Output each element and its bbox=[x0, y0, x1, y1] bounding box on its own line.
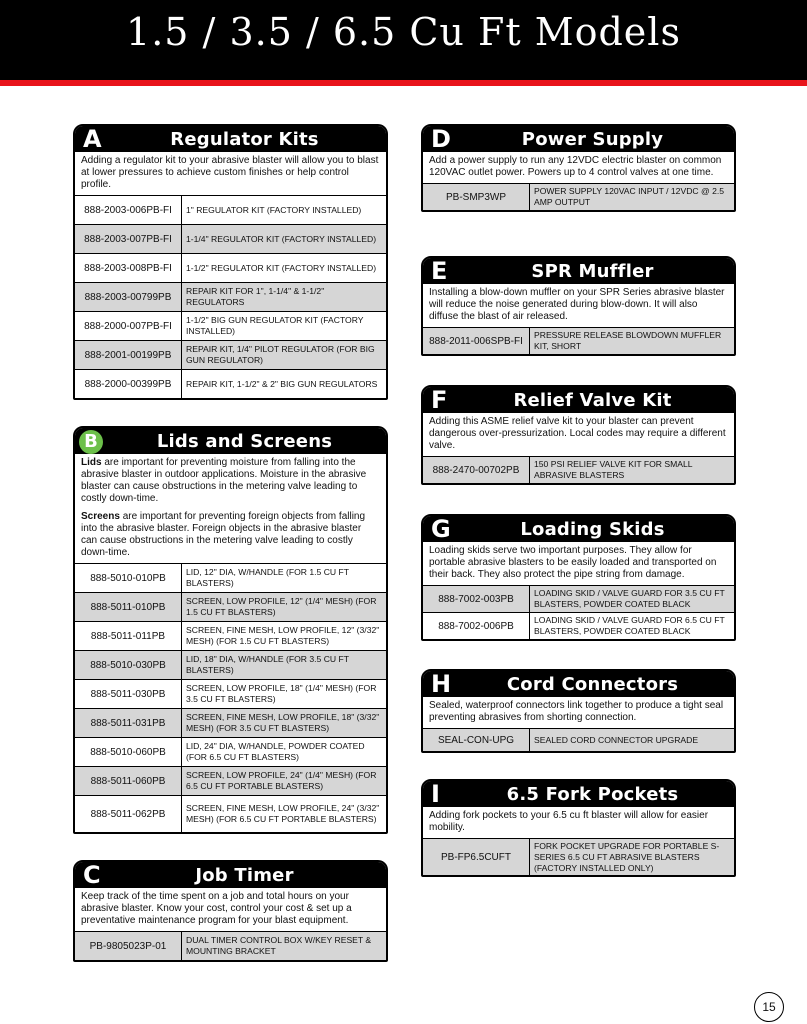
parts-table bbox=[423, 457, 734, 483]
parts-table bbox=[75, 932, 386, 960]
part-number: 888-5011-011PB bbox=[75, 622, 182, 650]
part-number: 888-2003-007PB-FI bbox=[75, 225, 182, 253]
section-header bbox=[75, 428, 386, 454]
table-row bbox=[75, 196, 386, 225]
part-description: PRESSURE RELEASE BLOWDOWN MUFFLER KIT, SHORT bbox=[534, 330, 722, 351]
table-row bbox=[75, 651, 386, 680]
part-description: SCREEN, FINE MESH, LOW PROFILE, 12" (3/32" MESH) (FOR 1.5 CU FT BLASTERS) bbox=[186, 625, 380, 646]
section-title: 6.5 Fork Pockets bbox=[506, 784, 679, 805]
table-row bbox=[423, 613, 734, 639]
section-header bbox=[423, 387, 734, 413]
part-number: 888-7002-006PB bbox=[423, 613, 530, 639]
table-row bbox=[75, 225, 386, 254]
section-regulator-kits bbox=[73, 124, 388, 400]
section-job-timer bbox=[73, 860, 388, 962]
table-row bbox=[75, 709, 386, 738]
part-description: 1-1/2" BIG GUN REGULATOR KIT (FACTORY INSTALLED) bbox=[186, 315, 364, 336]
part-description: REPAIR KIT, 1-1/2" & 2" BIG GUN REGULATORS bbox=[186, 378, 378, 389]
section-title: Regulator Kits bbox=[170, 129, 319, 150]
part-number: SEAL-CON-UPG bbox=[423, 729, 530, 751]
section-description: Keep track of the time spent on a job and total hours on your abrasive blaster. Know your cost, control your cost & set up a preventative maintenance program for your blast equipment. bbox=[75, 888, 386, 932]
part-description: LOADING SKID / VALVE GUARD FOR 3.5 CU FT BLASTERS, POWDER COATED BLACK bbox=[534, 588, 725, 609]
section-title: SPR Muffler bbox=[531, 261, 654, 282]
table-row bbox=[423, 328, 734, 354]
section-header bbox=[423, 516, 734, 542]
part-number: 888-5010-010PB bbox=[75, 564, 182, 592]
parts-table bbox=[75, 564, 386, 832]
part-description: LID, 24" DIA, W/HANDLE, POWDER COATED (FOR 6.5 CU FT BLASTERS) bbox=[186, 741, 365, 762]
parts-table bbox=[423, 328, 734, 354]
part-description: 1-1/2" REGULATOR KIT (FACTORY INSTALLED) bbox=[186, 262, 377, 273]
part-number: PB-9805023P-01 bbox=[75, 932, 182, 960]
part-number: 888-5011-031PB bbox=[75, 709, 182, 737]
parts-table bbox=[75, 196, 386, 398]
table-row bbox=[423, 729, 734, 751]
part-number: PB-SMP3WP bbox=[423, 184, 530, 210]
part-number: 888-2470-00702PB bbox=[423, 457, 530, 483]
part-description: REPAIR KIT, 1/4" PILOT REGULATOR (FOR BIG GUN REGULATOR) bbox=[186, 344, 375, 365]
lids-text: are important for preventing moisture from falling into the abrasive blaster in outdoor applications. Moisture in the abrasive blaster can cause obstructions in the metering valve leading to costly down-time. bbox=[81, 457, 367, 504]
parts-table bbox=[423, 729, 734, 751]
header-banner bbox=[0, 0, 807, 80]
section-description: Sealed, waterproof connectors link together to produce a tight seal preventing abrasives from shorting connection. bbox=[423, 697, 734, 729]
table-row bbox=[423, 184, 734, 210]
section-header bbox=[423, 258, 734, 284]
part-number: 888-5011-060PB bbox=[75, 767, 182, 795]
parts-table bbox=[423, 184, 734, 210]
table-row bbox=[75, 564, 386, 593]
part-description: 1-1/4" REGULATOR KIT (FACTORY INSTALLED) bbox=[186, 233, 377, 244]
part-number: 888-2001-00199PB bbox=[75, 341, 182, 369]
section-cord-connectors bbox=[421, 669, 736, 753]
part-description: 150 PSI RELIEF VALVE KIT FOR SMALL ABRASIVE BLASTERS bbox=[534, 459, 693, 480]
table-row bbox=[75, 738, 386, 767]
section-description: Add a power supply to run any 12VDC electric blaster on common 120VAC outlet power. Powers up to 4 control valves at one time. bbox=[423, 152, 734, 184]
section-header bbox=[75, 862, 386, 888]
part-number: 888-2000-007PB-FI bbox=[75, 312, 182, 340]
part-number: 888-5010-060PB bbox=[75, 738, 182, 766]
section-fork-pockets bbox=[421, 779, 736, 877]
table-row bbox=[423, 839, 734, 875]
section-title: Power Supply bbox=[521, 129, 664, 150]
section-letter: F bbox=[431, 386, 448, 414]
part-number: 888-5011-010PB bbox=[75, 593, 182, 621]
part-description: SCREEN, FINE MESH, LOW PROFILE, 24" (3/32" MESH) (FOR 6.5 CU FT PORTABLE BLASTERS) bbox=[186, 803, 380, 824]
part-description: POWER SUPPLY 120VAC INPUT / 12VDC @ 2.5 AMP OUTPUT bbox=[534, 186, 725, 207]
part-description: LID, 18" DIA, W/HANDLE (FOR 3.5 CU FT BLASTERS) bbox=[186, 654, 349, 675]
section-header bbox=[75, 126, 386, 152]
part-number: PB-FP6.5CUFT bbox=[423, 839, 530, 875]
section-title: Loading Skids bbox=[520, 519, 665, 540]
section-letter: A bbox=[83, 125, 102, 153]
part-description: LOADING SKID / VALVE GUARD FOR 6.5 CU FT BLASTERS, POWDER COATED BLACK bbox=[534, 615, 725, 636]
table-row bbox=[75, 254, 386, 283]
part-number: 888-2003-00799PB bbox=[75, 283, 182, 311]
section-description: Adding fork pockets to your 6.5 cu ft blaster will allow for easier mobility. bbox=[423, 807, 734, 839]
table-row bbox=[75, 312, 386, 341]
part-number: 888-5011-062PB bbox=[75, 796, 182, 832]
part-number: 888-5010-030PB bbox=[75, 651, 182, 679]
section-spr-muffler bbox=[421, 256, 736, 356]
part-description: FORK POCKET UPGRADE FOR PORTABLE S-SERIES 6.5 CU FT ABRASIVE BLASTERS (FACTORY INSTALLED ONLY) bbox=[534, 840, 720, 873]
section-letter: G bbox=[431, 515, 451, 543]
page-title: 1.5 / 3.5 / 6.5 Cu Ft Models bbox=[126, 10, 681, 54]
screens-term: Screens bbox=[81, 511, 120, 522]
section-title: Job Timer bbox=[195, 865, 294, 886]
section-title: Lids and Screens bbox=[156, 431, 333, 452]
part-description: REPAIR KIT FOR 1", 1-1/4" & 1-1/2" REGULATORS bbox=[186, 286, 325, 307]
part-number: 888-2000-00399PB bbox=[75, 370, 182, 398]
section-loading-skids bbox=[421, 514, 736, 641]
table-row bbox=[75, 622, 386, 651]
part-number: 888-2003-006PB-FI bbox=[75, 196, 182, 224]
part-number: 888-5011-030PB bbox=[75, 680, 182, 708]
part-description: 1" REGULATOR KIT (FACTORY INSTALLED) bbox=[186, 204, 362, 215]
table-row bbox=[75, 370, 386, 398]
part-number: 888-7002-003PB bbox=[423, 586, 530, 612]
section-lids-and-screens bbox=[73, 426, 388, 834]
section-description: Adding this ASME relief valve kit to your blaster can prevent dangerous over-pressurization. Local codes may require a different valve. bbox=[423, 413, 734, 457]
section-letter: B bbox=[79, 430, 103, 454]
table-row bbox=[75, 593, 386, 622]
part-description: SCREEN, FINE MESH, LOW PROFILE, 18" (3/32" MESH) (FOR 3.5 CU FT BLASTERS) bbox=[186, 712, 380, 733]
part-description: SCREEN, LOW PROFILE, 24" (1/4" MESH) (FOR 6.5 CU FT PORTABLE BLASTERS) bbox=[186, 770, 377, 791]
section-header bbox=[423, 781, 734, 807]
section-letter: D bbox=[431, 125, 451, 153]
screens-text: are important for preventing foreign objects from falling into the abrasive blaster. Foreign objects in the abrasive blaster can cause obstructions in the metering valve leading to costly down-time. bbox=[81, 511, 366, 558]
header-stripe bbox=[0, 80, 807, 86]
section-title: Cord Connectors bbox=[506, 674, 679, 695]
section-title: Relief Valve Kit bbox=[513, 390, 672, 411]
table-row bbox=[75, 767, 386, 796]
table-row bbox=[75, 932, 386, 960]
table-row bbox=[423, 586, 734, 613]
table-row bbox=[75, 796, 386, 832]
part-description: SCREEN, LOW PROFILE, 18" (1/4" MESH) (FOR 3.5 CU FT BLASTERS) bbox=[186, 683, 377, 704]
section-relief-valve-kit bbox=[421, 385, 736, 485]
section-letter: I bbox=[431, 780, 440, 808]
section-header bbox=[423, 126, 734, 152]
lids-term: Lids bbox=[81, 457, 102, 468]
table-row bbox=[75, 283, 386, 312]
table-row bbox=[75, 341, 386, 370]
section-letter: C bbox=[83, 861, 101, 889]
parts-table bbox=[423, 586, 734, 639]
section-description: Installing a blow-down muffler on your SPR Series abrasive blaster will reduce the noise generated during blow-down. It will also diffuse the blast of air released. bbox=[423, 284, 734, 328]
section-description: Loading skids serve two important purposes. They allow for portable abrasive blasters to be easily loaded and transported on their back. They also protect the pipe string from damage. bbox=[423, 542, 734, 586]
part-description: SCREEN, LOW PROFILE, 12" (1/4" MESH) (FOR 1.5 CU FT BLASTERS) bbox=[186, 596, 377, 617]
part-description: SEALED CORD CONNECTOR UPGRADE bbox=[534, 734, 699, 745]
section-letter: E bbox=[431, 257, 448, 285]
section-description bbox=[75, 454, 386, 564]
page-number: 15 bbox=[754, 992, 784, 1022]
part-number: 888-2011-006SPB-FI bbox=[423, 328, 530, 354]
section-description: Adding a regulator kit to your abrasive blaster will allow you to blast at lower pressures to achieve custom finishes or help control profile. bbox=[75, 152, 386, 196]
part-number: 888-2003-008PB-FI bbox=[75, 254, 182, 282]
section-letter: H bbox=[431, 670, 452, 698]
table-row bbox=[423, 457, 734, 483]
part-description: LID, 12" DIA, W/HANDLE (FOR 1.5 CU FT BLASTERS) bbox=[186, 567, 349, 588]
section-power-supply bbox=[421, 124, 736, 212]
table-row bbox=[75, 680, 386, 709]
part-description: DUAL TIMER CONTROL BOX W/KEY RESET & MOUNTING BRACKET bbox=[186, 935, 372, 956]
section-header bbox=[423, 671, 734, 697]
parts-table bbox=[423, 839, 734, 875]
